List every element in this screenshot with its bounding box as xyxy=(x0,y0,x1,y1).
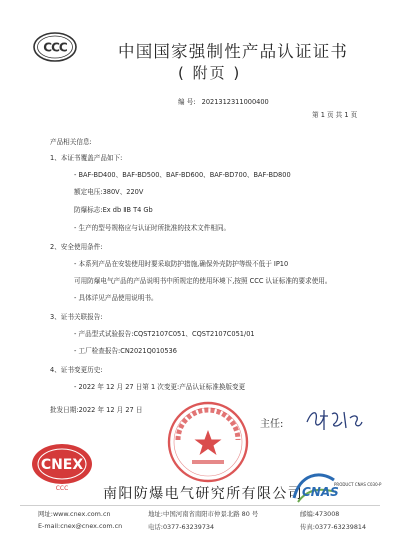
product-info-heading: 产品相关信息: xyxy=(50,138,92,146)
certificate-subtitle: ( 附页 ) xyxy=(178,64,242,82)
item2-line2: 可用防爆电气产品的产品说明书中所规定的使用环境下,按照 CCC 认证标准的要求使用。 xyxy=(74,277,332,285)
footer-address-value: 中国河南省南阳市仲景北路 80 号 xyxy=(162,510,259,518)
footer-divider xyxy=(20,505,380,506)
item3-line2: - 工厂检查报告:CN2021Q010536 xyxy=(74,347,177,355)
footer-fax xyxy=(300,522,366,531)
cert-number-row xyxy=(178,98,269,106)
footer-email-value: cnex@cnex.com.cn xyxy=(60,522,123,530)
cnas-logo-icon xyxy=(290,468,382,508)
footer-fax-value: 0377-63239814 xyxy=(314,523,367,531)
ccc-logo-icon xyxy=(33,32,77,62)
footer-phone xyxy=(148,522,214,531)
footer-web-label: 网址: xyxy=(38,510,53,518)
footer-fax-label: 传真: xyxy=(300,523,315,531)
company-seal-icon xyxy=(166,400,250,484)
item4-line1: - 2022 年 12 月 27 日第 1 次变更:产品认证标准换版变更 xyxy=(74,383,246,391)
item3-line1: - 产品型式试验报告:CQST2107C051、CQST2107C051/01 xyxy=(74,330,255,338)
item4-title: 4、证书变更历史: xyxy=(50,366,103,374)
cnas-logo-sub: PRODUCT CNAS C030-P xyxy=(334,482,382,487)
certificate-title: 中国国家强制性产品认证证书 xyxy=(118,42,349,61)
issue-date: 批发日期:2022 年 12 月 27 日 xyxy=(50,406,143,414)
ccc-logo-text: CCC xyxy=(43,40,67,55)
footer-phone-value: 0377-63239734 xyxy=(162,523,215,531)
footer-postcode xyxy=(300,509,339,518)
footer-postcode-value: 473008 xyxy=(314,510,340,518)
cnex-logo-text: CNEX xyxy=(40,457,84,473)
footer-phone-label: 电话: xyxy=(148,523,163,531)
organization-name: 南阳防爆电气研究所有限公司 xyxy=(103,486,304,502)
cert-number-label: 编 号: xyxy=(178,98,196,106)
page-info: 第 1 页 共 1 页 xyxy=(312,111,358,119)
cert-number-value: 2021312311000400 xyxy=(201,98,269,106)
cnex-logo-sub: CCC xyxy=(55,485,69,492)
cnex-logo-icon xyxy=(30,440,94,492)
item2-line1: - 本系列产品在安装使用时要采取防护措施,确保外壳防护等级不低于 IP10 xyxy=(74,260,289,268)
cnas-logo-text: CNAS xyxy=(302,485,339,499)
item1-explosion-mark: 防爆标志:Ex db ⅡB T4 Gb xyxy=(74,206,153,214)
footer-web xyxy=(38,509,111,518)
item1-models: - BAF-BD400、BAF-BD500、BAF-BD600、BAF-BD700、BAF-BD800 xyxy=(74,171,291,179)
item1-note: - 生产的型号规格应与认证时所批准的技术文件相同。 xyxy=(74,224,231,232)
footer-email-label: E-mail: xyxy=(38,522,61,530)
item1-rated-voltage: 额定电压:380V、220V xyxy=(74,188,144,196)
footer-web-value: www.cnex.com.cn xyxy=(52,510,111,518)
item3-title: 3、证书关联报告: xyxy=(50,313,103,321)
director-signature xyxy=(304,404,364,434)
footer-postcode-label: 邮编: xyxy=(300,510,315,518)
item1-title: 1、本证书覆盖产品如下: xyxy=(50,154,123,162)
footer-address-label: 地址: xyxy=(148,510,163,518)
item2-line3: - 具体详见产品使用说明书。 xyxy=(74,294,158,302)
footer-address xyxy=(148,509,258,518)
director-label: 主任: xyxy=(260,419,284,430)
item2-title: 2、安全使用条件: xyxy=(50,243,103,251)
footer-email xyxy=(38,522,122,530)
